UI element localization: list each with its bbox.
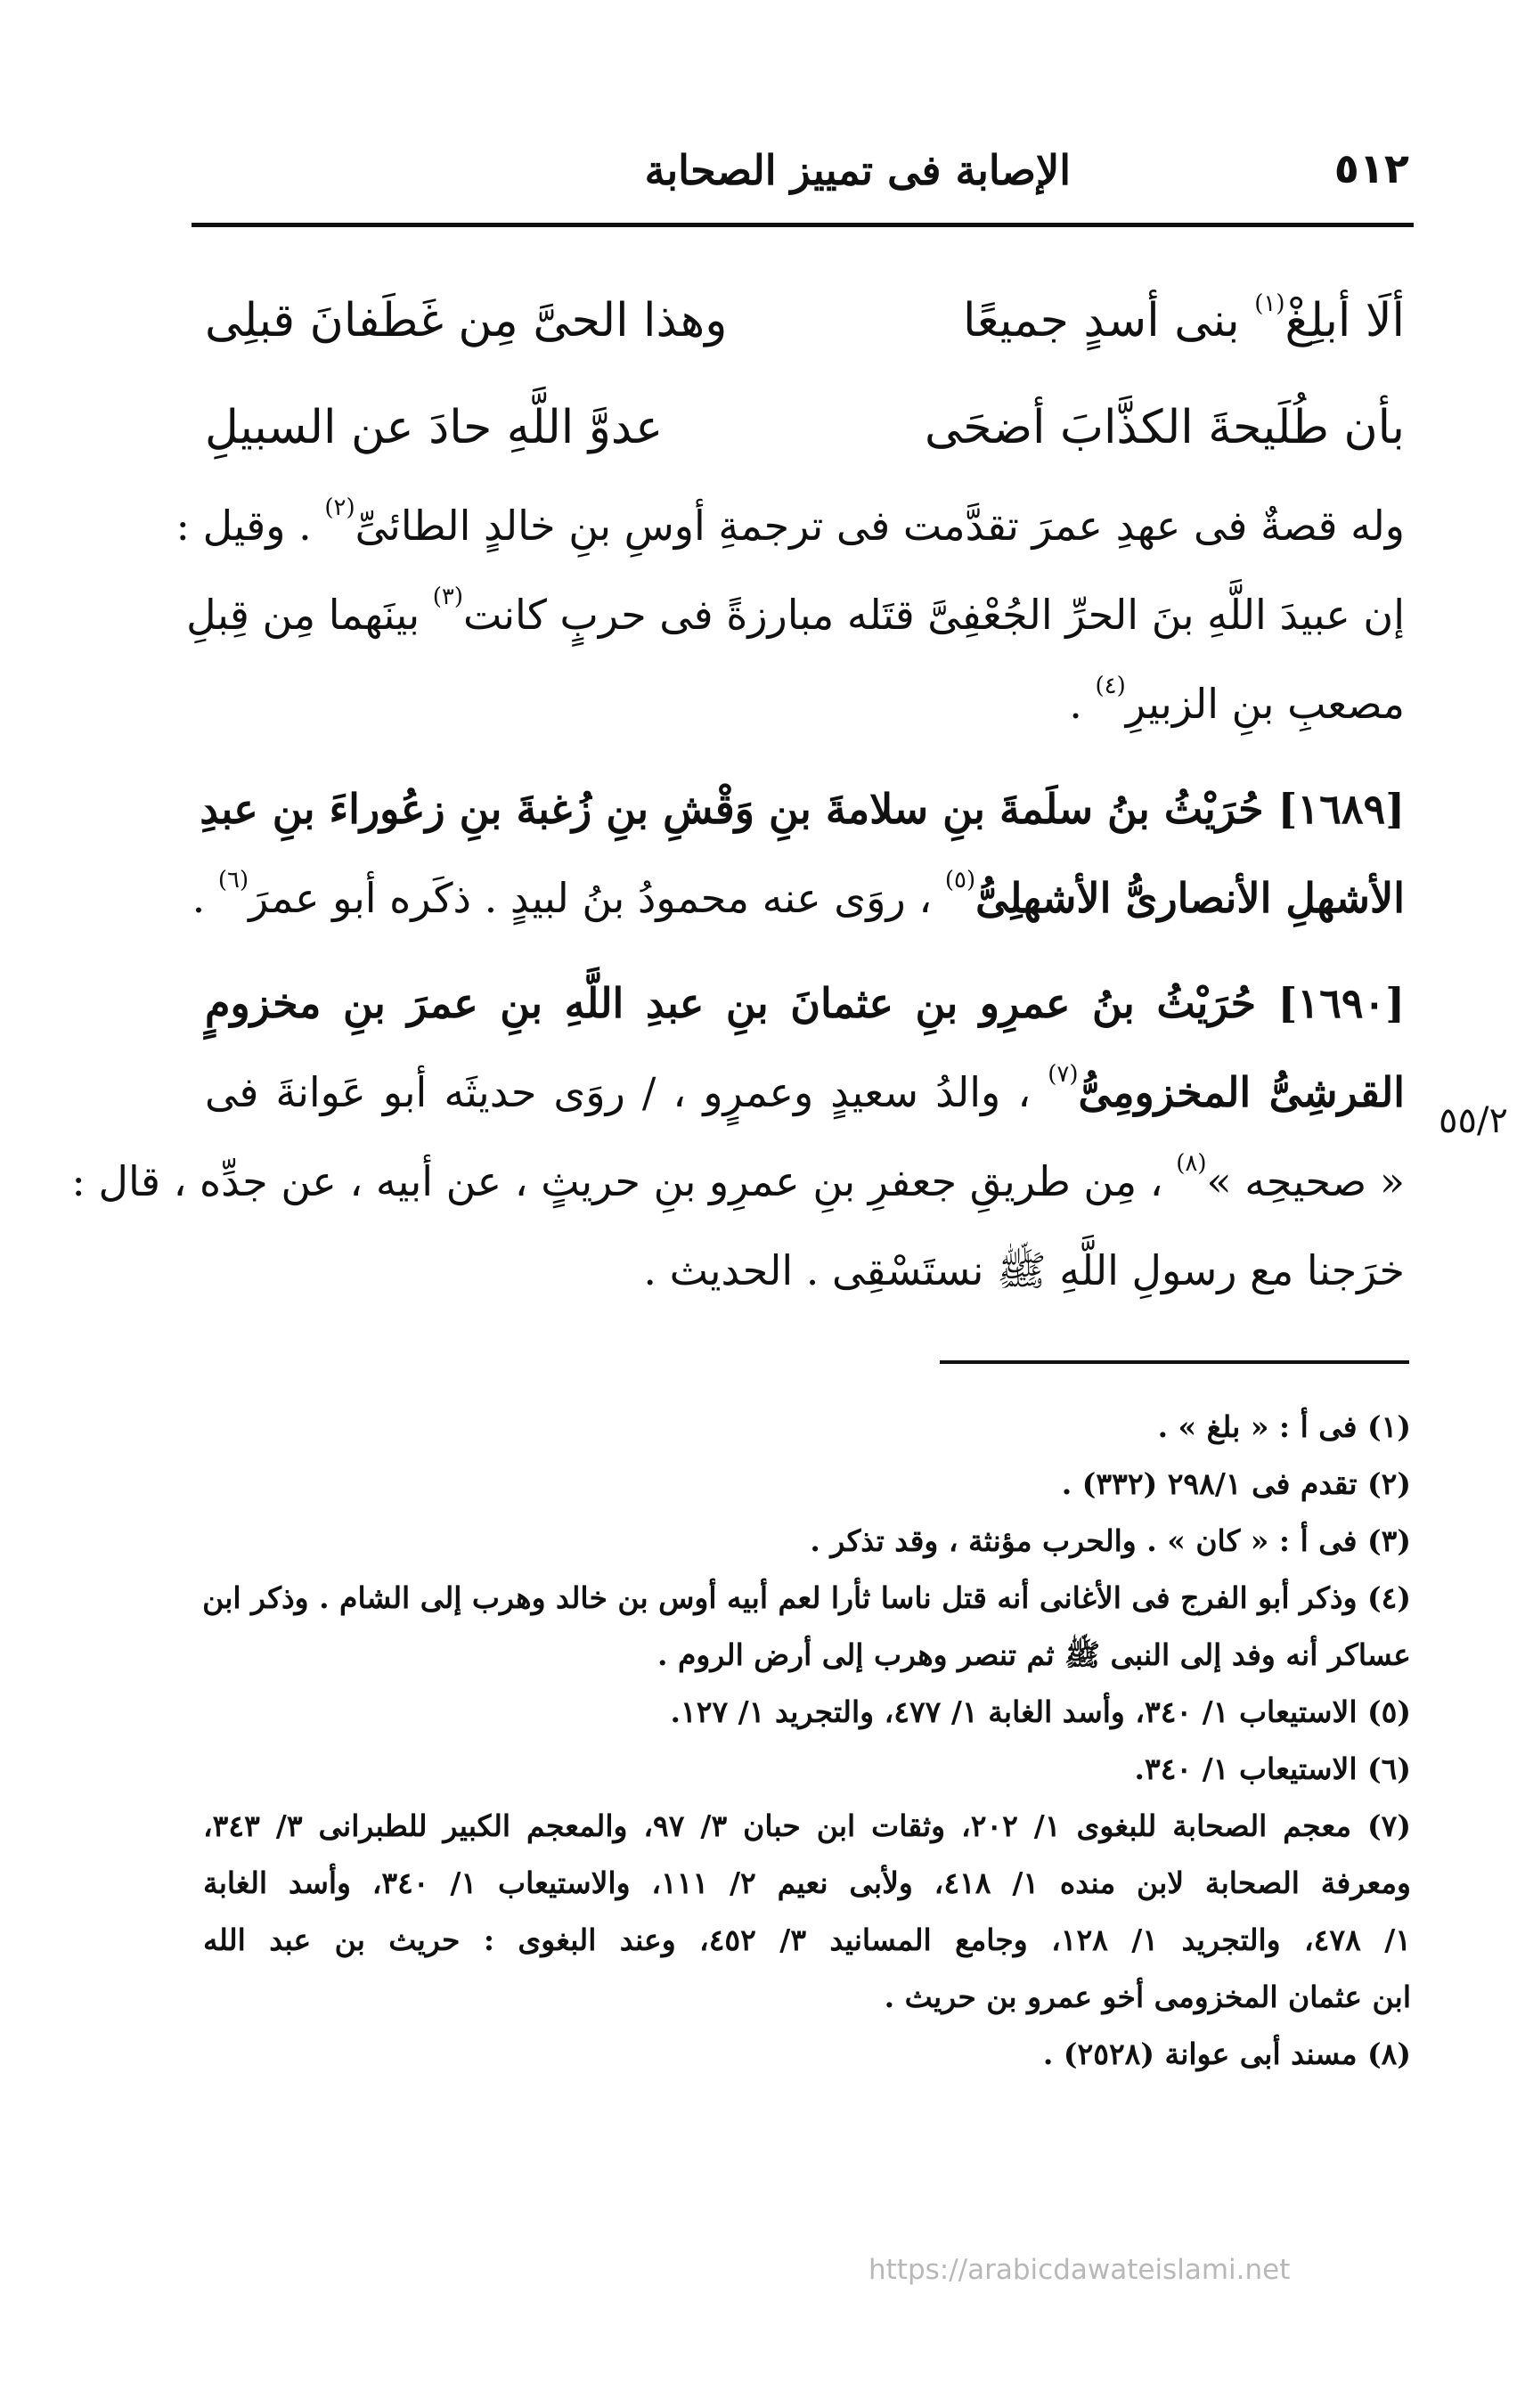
verse-second-hemistich: وهذا الحىَّ مِن غَطَفانَ قبلِى [205,294,728,347]
text-span: إن عبيدَ اللَّهِ بنَ الحرِّ الجُعْفِىَّ قتَله مبارزةً فى حربٍ كانت [463,591,1405,639]
footnote-ref: (٦) [217,867,249,894]
footnote-5: (٥) الاستيعاب ١/ ٣٤٠، وأسد الغابة ١/ ٤٧٧، والتجريد ١/ ١٢٧. [670,1694,1411,1729]
verse-second-hemistich: عدوَّ اللَّهِ حادَ عن السبيلِ [205,401,664,454]
text-span: . وقيل : [175,502,312,550]
footnote-ref: (٥) [944,867,976,894]
main-text [71,267,1406,1315]
footnote-7: (٧) معجم الصحابة للبغوى ١/ ٢٠٢، وثقات ابن حبان ٣/ ٩٧، والمعجم الكبير للطبرانى ٣/ ٣٤٣، [203,1808,1411,1843]
book-title: الإصابة فى تمييز الصحابة [644,146,1071,194]
margin-note: ٥٥/٢ [1439,1100,1508,1141]
footnote-3: (٣) فى أ : « كان » . والحرب مؤنثة ، وقد تذكر . [810,1523,1411,1558]
text-line: خرَجنا مع رسولِ اللَّهِ ﷺ نستَسْقِى . الحديث . [643,1246,1405,1294]
footnote-ref: (٣) [432,584,464,610]
text-span: مصعبِ بنِ الزبيرِ [1125,680,1405,728]
text-span: . [192,874,206,922]
verse-text: ألَا أبلِغْ [1284,294,1405,347]
header-rule [192,223,1414,227]
footnote-4: (٤) وذكر أبو الفرج فى الأغانى أنه قتل ناسا ثأرا لعم أبيه أوس بن خالد وهرب إلى الشام . وذكر ابن [202,1580,1411,1615]
verse-line-1 [205,267,1405,374]
text-line [186,570,1405,659]
footnotes [203,1399,1411,2083]
verse-line-2 [205,374,1405,481]
text-line [71,1137,1405,1226]
entry-name: القرشِىُّ المخزومِىُّ [1078,1068,1406,1116]
footnote-6: (٦) الاستيعاب ١/ ٣٤٠. [1134,1751,1411,1786]
text-line [205,659,1405,748]
text-span: « صحيحِه » [1206,1157,1405,1205]
text-span: . [1069,680,1082,728]
footnote-ref: (٨) [1176,1150,1207,1177]
footnote-8: (٨) مسند أبى عوانة (٢٥٢٨) . [1042,2037,1411,2071]
text-line [175,481,1405,570]
text-span: وله قصةٌ فى عهدِ عمرَ تقدَّمت فى ترجمةِ أوسِ بنِ خالدٍ الطائىِّ [355,502,1405,550]
verse-first-hemistich [963,267,1405,374]
footnote-ref: (٤) [1095,673,1126,699]
footnote-ref: (٢) [324,494,355,521]
footnote-ref: (٧) [1048,1061,1079,1088]
text-span: ، روَى عنه محمودُ بنُ لبيدٍ . ذكَره أبو عمرَ [249,874,933,922]
text-span: ، والدُ سعيدٍ وعمرٍو ، / روَى حديثَه أبو عَوانةَ فى [205,1068,1032,1116]
footnote-7-continued: ١/ ٤٧٨، والتجريد ١/ ١٢٨، وجامع المسانيد ٣/ ٤٥٢، وعند البغوى : حريث بن عبد الله [203,1922,1411,1957]
watermark-url: https://arabicdawateislami.net [869,2254,1291,2286]
text-span: ، مِن طريقِ جعفرِ بنِ عمرِو بنِ حريثٍ ، عن أبيه ، عن جدِّه ، قال : [71,1157,1163,1205]
entry-1689-heading: [١٦٨٩] حُرَيْثُ بنُ سلَمةَ بنِ سلامةَ بنِ وَقْشِ بنِ زُغبةَ بنِ زعُوراءَ بنِ عبدِ [200,785,1405,833]
text-line [192,853,1405,943]
footnote-ref: (١) [1254,290,1285,317]
entry-name: الأشهلِ الأنصارىُّ الأشهلِىُّ [975,874,1405,922]
running-head [192,134,1409,205]
footnote-7-continued: ابن عثمان المخزومى أخو عمرو بن حريث . [884,1979,1411,2014]
entry-1690-heading: [١٦٩٠] حُرَيْثُ بنُ عمرِو بنِ عثمانَ بنِ عبدِ اللَّهِ بنِ عمرَ بنِ مخزومٍ [205,979,1405,1027]
footnote-4-continued: عساكر أنه وفد إلى النبى ﷺ ثم تنصر وهرب إلى أرض الروم . [656,1637,1411,1672]
footnote-2: (٢) تقدم فى ٢٩٨/١ (٣٣٢) . [1061,1466,1411,1501]
verse-text: بنى أسدٍ جميعًا [963,294,1240,347]
verse-first-hemistich: بأن طُلَيحةَ الكذَّابَ أضحَى [924,401,1405,454]
footnote-7-continued: ومعرفة الصحابة لابن منده ١/ ٤١٨، ولأبى نعيم ٢/ ١١١، والاستيعاب ١/ ٣٤٠، وأسد الغابة [203,1865,1411,1900]
footnote-rule [940,1360,1409,1364]
text-line [205,1048,1405,1137]
text-span: بينَهما مِن قِبلِ [186,591,420,639]
page-number: ٥١٢ [1333,144,1409,192]
footnote-1: (١) فى أ : « بلغ » . [1157,1409,1411,1444]
